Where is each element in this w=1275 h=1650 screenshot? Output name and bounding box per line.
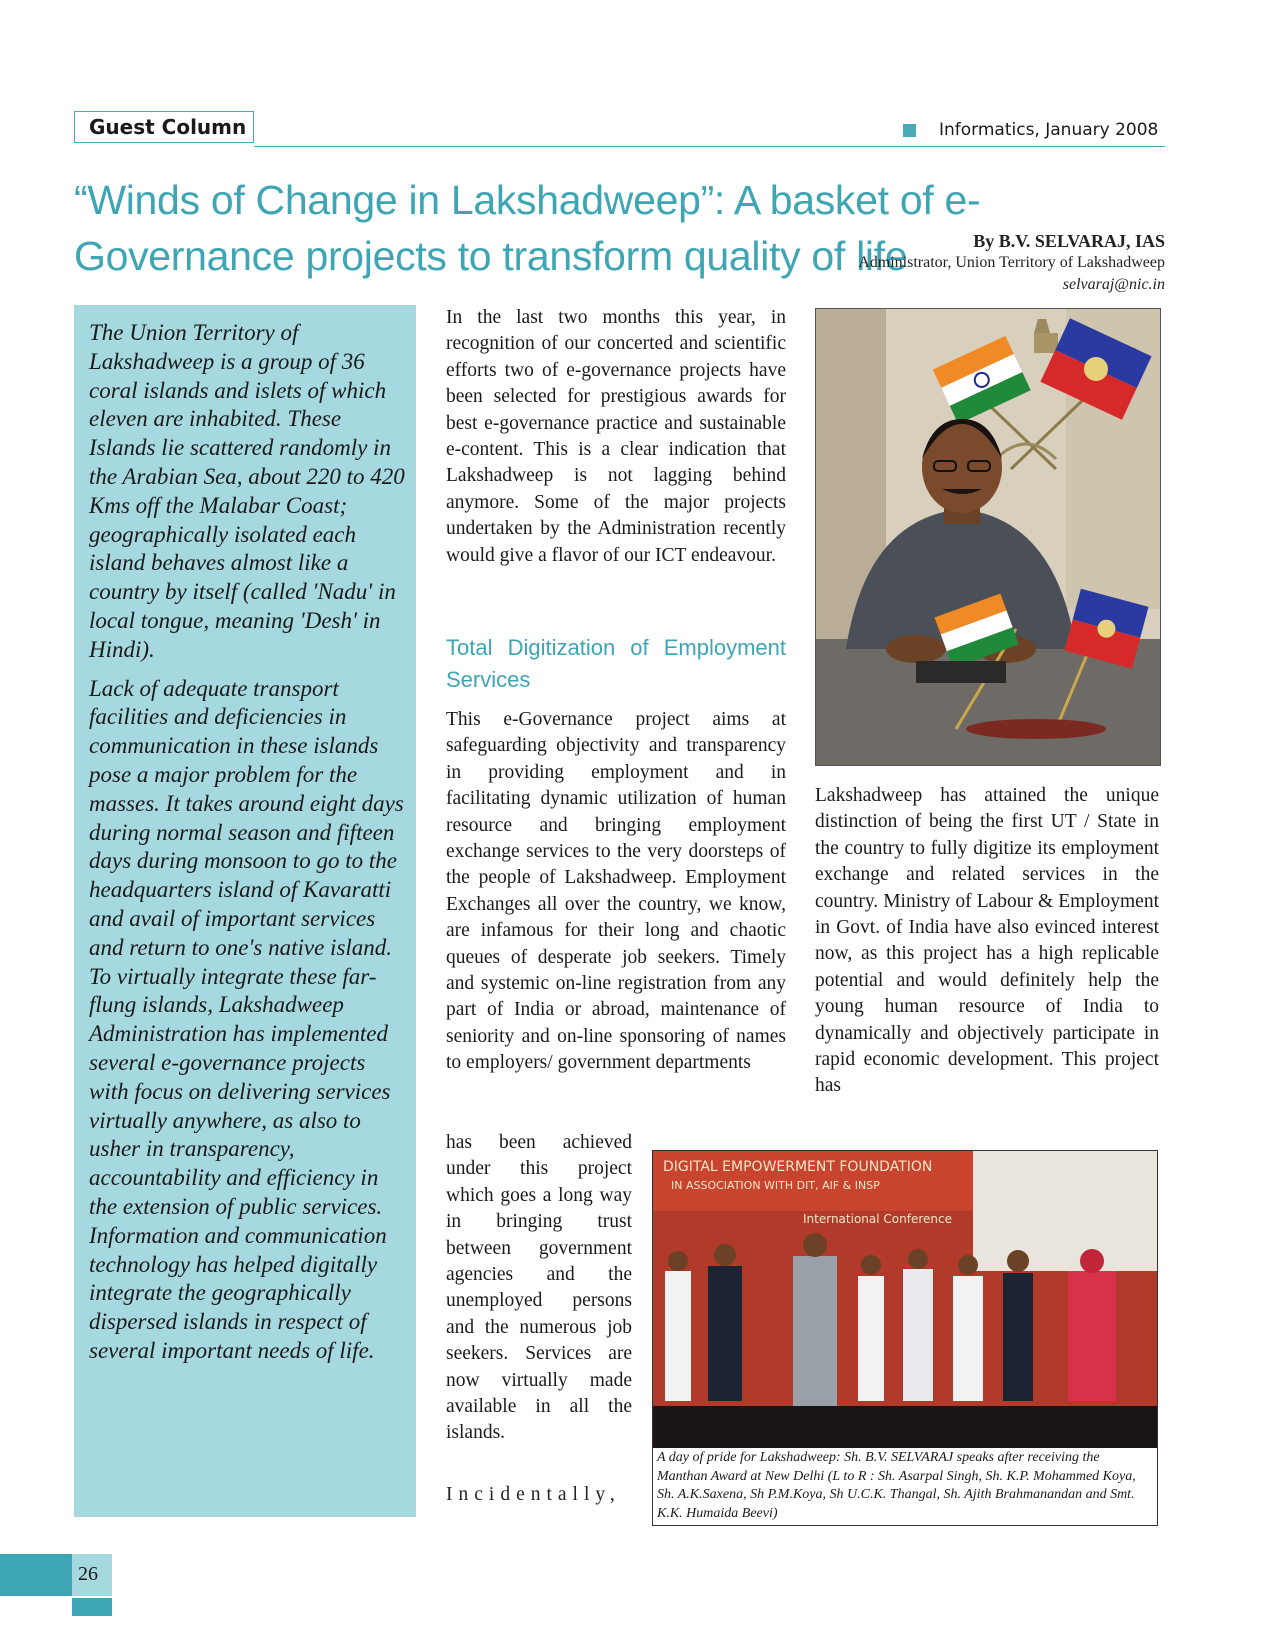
author-email: selvaraj@nic.in	[1062, 276, 1165, 293]
header-rule	[254, 146, 1165, 147]
issue-label: Informatics, January 2008	[939, 120, 1159, 140]
award-ceremony-photo	[653, 1151, 1157, 1448]
section-label: Guest Column	[74, 111, 254, 143]
banner-text-1: DIGITAL EMPOWERMENT FOUNDATION	[663, 1159, 933, 1175]
award-illustration	[653, 1151, 1157, 1448]
author-name: By B.V. SELVARAJ, IAS	[973, 231, 1165, 251]
sidebar-paragraph: Lack of adequate transport facilities and deficiencies in communication in these islands pose a major problem for the masses. It takes around eight days during normal season and fifteen days during monsoon to go to the headquarters island of Kavaratti and avail of important services and return to one's native island. To virtually integrate these far-flung islands, Lakshadweep Administration has implemented several e-governance projects with focus on delivering services virtually anywhere, as also to usher in transparency, accountability and efficiency in the extension of public services. Information and communication technology has helped digitally integrate the geographically dispersed islands in respect of several important needs of life.	[89, 675, 404, 1363]
employment-paragraph-continued: has been achieved under this project which goes a long way in bringing trust between government agencies and the unemployed persons and the numerous job seekers. Services are now virtually made available in all the islands.	[446, 1132, 632, 1444]
administrator-portrait-photo	[815, 308, 1161, 766]
incidentally-text: Incidentally,	[446, 1484, 621, 1505]
header-square-icon	[903, 124, 916, 137]
body-paragraph	[446, 707, 786, 1077]
body-right-column	[815, 783, 1159, 1100]
page-number: 26	[78, 1563, 98, 1585]
right-column-paragraph: Lakshadweep has attained the unique distinction of being the first UT / State in the country to fully digitize its employment exchange and related services in the country. Ministry of Labour & Employment in Govt. of India have also evinced interest now, as this project has a high replicable potential and would definitely help the young human resource of India to dynamically and objectively participate in rapid economic development. This project has	[815, 785, 1159, 1097]
employment-paragraph: This e-Governance project aims at safeguarding objectivity and transparency in providing employment and in facilitating dynamic utilization of human resource and bringing employment exchange services to the very doorsteps of the people of Lakshadweep. Employment Exchanges all over the country, we know, are infamous for their long and chaotic queues of desperate job seekers. Timely and systemic on-line registration from any part of India or abroad, maintenance of seniority and on-line sponsoring of names to employers/ government departments	[446, 709, 786, 1074]
body-intro	[446, 305, 786, 569]
intro-sidebar	[74, 305, 416, 1517]
byline	[760, 230, 1165, 296]
portrait-illustration	[816, 309, 1160, 765]
section-subheading: Total Digitization of Employment Services	[446, 635, 786, 692]
intro-paragraph: In the last two months this year, in recognition of our concerted and scientific efforts two of e-governance projects have been selected for prestigious awards for best e-governance practice and sustainable e-content. This is a clear indication that Lakshadweep is not lagging behind anymore. Some of the major projects undertaken by the Administration recently would give a flavor of our ICT endeavour.	[446, 307, 786, 566]
page-number-bar	[72, 1598, 112, 1616]
award-photo-figure	[652, 1150, 1158, 1526]
body-paragraph-continued	[446, 1130, 632, 1447]
award-photo-caption: A day of pride for Lakshadweep: Sh. B.V. SELVARAJ speaks after receiving the Manthan Award at New Delhi (L to R : Sh. Asarpal Singh, Sh. K.P. Mohammed Koya, Sh. A.K.Saxena, Sh P.M.Koya, Sh U.C.K. Thangal, Sh. Ajith Brahmanandan and Smt. K.K. Humaida Beevi)	[657, 1450, 1136, 1521]
page-number-block	[0, 1554, 72, 1596]
sidebar-paragraph: The Union Territory of Lakshadweep is a group of 36 coral islands and islets of which eleven are inhabited. These Islands lie scattered randomly in the Arabian Sea, about 220 to 420 Kms off the Malabar Coast; geographically isolated each island behaves almost like a country by itself (called 'Nadu' in local tongue, meaning 'Desh' in Hindi).	[89, 320, 405, 662]
article-title: “Winds of Change in Lakshadweep”: A basket of e-Governance projects to transform quality of life	[74, 177, 981, 279]
banner-text-2: IN ASSOCIATION WITH DIT, AIF & INSP	[671, 1179, 880, 1192]
author-role: Administrator, Union Territory of Lakshadweep	[858, 254, 1165, 271]
banner-text-3: International Conference	[803, 1212, 952, 1226]
